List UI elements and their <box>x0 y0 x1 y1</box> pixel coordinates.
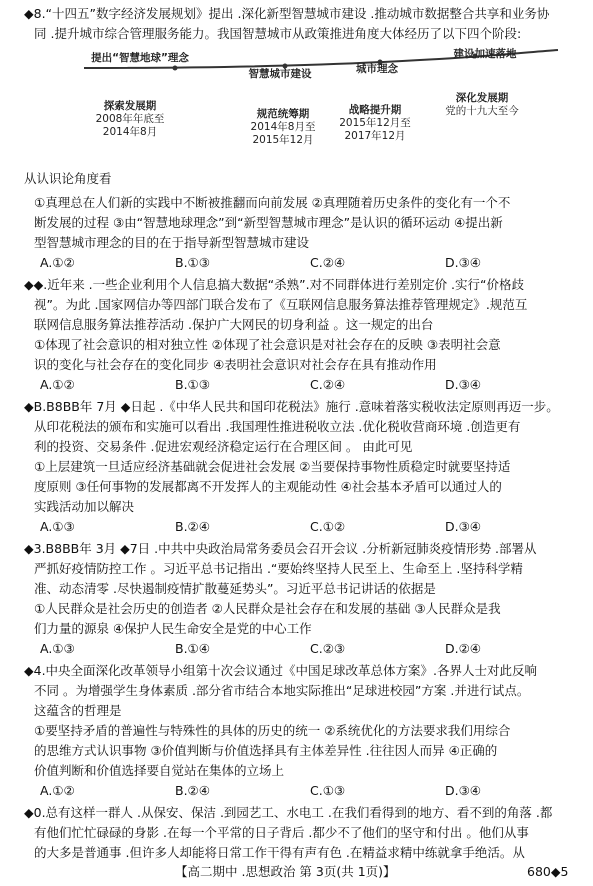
q11-line2: 严抓好疫情防控工作 。习近平总书记指出 .“要始终坚持人民至上、生命至上 .坚持科学精 <box>34 561 523 576</box>
q10-options <box>40 517 580 537</box>
q13-line2: 有他们忙忙碌碌的身影 .在每一个平常的日子背后 .都少不了他们的坚守和付出 。他们从事 <box>34 825 529 840</box>
q13-line3: 的大多是普通事 .但许多人却能将日常工作干得有声有色 .在精益求精中练就拿手绝活。从 <box>34 845 525 860</box>
footer-title: 【高二期中 .思想政治 第 3页(共 1页)】 <box>175 864 396 879</box>
q8-option-c[interactable]: C.②④ <box>310 255 346 270</box>
q8-line1: ◆8.“十四五”数字经济发展规划》提出 .深化新型智慧城市建设 .推动城市数据整合共享和业务协 <box>24 6 550 21</box>
q9-line2: 视”。为此 .国家网信办等四部门联合发布了《互联网信息服务算法推荐管理规定》.规范互 <box>34 297 528 312</box>
q12-statement3: 价值判断和价值选择要自觉站在集体的立场上 <box>34 763 285 778</box>
q10-line1: ◆B.B8BB年 7月 ◆日起 .《中华人民共和国印花税法》施行 .意味着落实税收法定原则再迈一步。 <box>24 399 559 414</box>
q9-options <box>40 375 580 395</box>
q10-option-a[interactable]: A.①③ <box>40 519 75 534</box>
q11-option-b[interactable]: B.①④ <box>175 641 210 656</box>
q9-option-a[interactable]: A.①② <box>40 377 75 392</box>
stage4-label: 建设加速落地 <box>453 48 517 60</box>
q10-option-d[interactable]: D.③④ <box>445 519 482 534</box>
q12-line1: ◆4.中央全面深化改革领导小组第十次会议通过《中国足球改革总体方案》.各界人士对此反响 <box>24 663 538 678</box>
q8-option-d[interactable]: D.③④ <box>445 255 482 270</box>
q8-statement3: 型智慧城市理念的目的在于指导新型智慧城市建设 <box>34 235 310 250</box>
q8-statement1: ①真理总在人们新的实践中不断被推翻而向前发展 ②真理随着历史条件的变化有一个不 <box>34 195 511 210</box>
q9-statement2: 识的变化与社会存在的变化同步 ④表明社会意识对社会存在具有推动作用 <box>34 357 437 372</box>
stage1-period: 探索发展期 2008年年底至 2014年8月 <box>95 100 165 138</box>
q12-options <box>40 781 580 801</box>
q10-statement2: 度原则 ③任何事物的发展都离不开发挥人的主观能动性 ④社会基本矛盾可以通过人的 <box>34 479 502 494</box>
stage3-label: 城市理念 <box>356 63 398 75</box>
page-footer <box>0 862 593 882</box>
q9-option-d[interactable]: D.③④ <box>445 377 482 392</box>
q9-line1: ◆◆.近年来 .一些企业利用个人信息搞大数据“杀熟”.对不同群体进行差别定价 .实行“价格歧 <box>24 277 524 292</box>
q9-option-c[interactable]: C.②④ <box>310 377 346 392</box>
stage1-label: 提出“智慧地球”理念 <box>91 52 189 64</box>
q11-line1: ◆3.B8BB年 3月 ◆7日 .中共中央政治局常务委员会召开会议 .分析新冠肺炎疫情形势 .部署从 <box>24 541 537 556</box>
q11-statement2: 们力量的源泉 ④保护人民生命安全是党的中心工作 <box>34 621 312 636</box>
stage4-period: 深化发展期 党的十九大至今 <box>445 92 519 117</box>
q10-statement1: ①上层建筑一旦适应经济基础就会促进社会发展 ②当要保持事物性质稳定时就要坚持适 <box>34 459 511 474</box>
q8-line2: 同 .提升城市综合管理服务能力。我国智慧城市从政策推进角度大体经历了以下四个阶段: <box>34 26 522 41</box>
q11-options <box>40 639 580 659</box>
q8-statement2: 断发展的过程 ③由“智慧地球理念”到“新型智慧城市理念”是认识的循环运动 ④提出新 <box>34 215 503 230</box>
q10-option-c[interactable]: C.①② <box>310 519 346 534</box>
q11-statement1: ①人民群众是社会历史的创造者 ②人民群众是社会存在和发展的基础 ③人民群众是我 <box>34 601 501 616</box>
q9-option-b[interactable]: B.①③ <box>175 377 210 392</box>
q11-option-c[interactable]: C.②③ <box>310 641 346 656</box>
q13-line1: ◆0.总有这样一群人 .从保安、保洁 .到园艺工、水电工 .在我们看得到的地方、看不到的角落 .都 <box>24 805 553 820</box>
q12-option-b[interactable]: B.②④ <box>175 783 210 798</box>
q11-option-d[interactable]: D.②④ <box>445 641 482 656</box>
q10-statement3: 实践活动加以解决 <box>34 499 135 514</box>
q12-line2: 不同 。为增强学生身体素质 .部分省市结合本地实际推出“足球进校园”方案 .并进行试点。 <box>34 683 530 698</box>
q12-option-c[interactable]: C.①③ <box>310 783 346 798</box>
footer-code: 680◆5 <box>527 864 569 879</box>
q10-line2: 从印花税法的颁布和实施可以看出 .我国理性推进税收立法 .优化税收营商环境 .创造更有 <box>34 419 521 434</box>
q8-prompt: 从认识论角度看 <box>24 171 112 186</box>
stage2-label: 智慧城市建设 <box>248 68 312 80</box>
q12-statement1: ①要坚持矛盾的普遍性与特殊性的具体的历史的统一 ②系统优化的方法要求我们用综合 <box>34 723 511 738</box>
q12-line3: 这蕴含的哲理是 <box>34 703 122 718</box>
q8-options <box>40 253 580 273</box>
q10-option-b[interactable]: B.②④ <box>175 519 210 534</box>
q9-statement1: ①体现了社会意识的相对独立性 ②体现了社会意识是对社会存在的反映 ③表明社会意 <box>34 337 501 352</box>
q9-line3: 联网信息服务算法推荐活动 .保护广大网民的切身利益 。这一规定的出台 <box>34 317 434 332</box>
smart-city-timeline <box>80 48 560 156</box>
q8-option-b[interactable]: B.①③ <box>175 255 210 270</box>
q12-option-d[interactable]: D.③④ <box>445 783 482 798</box>
q10-line3: 利的投资、交易条件 .促进宏观经济稳定运行在合理区间 。 由此可见 <box>34 439 413 454</box>
q12-option-a[interactable]: A.①② <box>40 783 75 798</box>
q11-line3: 准、动态清零 .尽快遏制疫情扩散蔓延势头”。习近平总书记讲话的依据是 <box>34 581 436 596</box>
q8-option-a[interactable]: A.①② <box>40 255 75 270</box>
stage3-period: 战略提升期 2015年12月至 2017年12月 <box>339 104 411 142</box>
q11-option-a[interactable]: A.①③ <box>40 641 75 656</box>
stage2-period: 规范统筹期 2014年8月至 2015年12月 <box>250 108 316 146</box>
q12-statement2: 的思维方式认识事物 ③价值判断与价值选择具有主体差异性 .往往因人而异 ④正确的 <box>34 743 498 758</box>
